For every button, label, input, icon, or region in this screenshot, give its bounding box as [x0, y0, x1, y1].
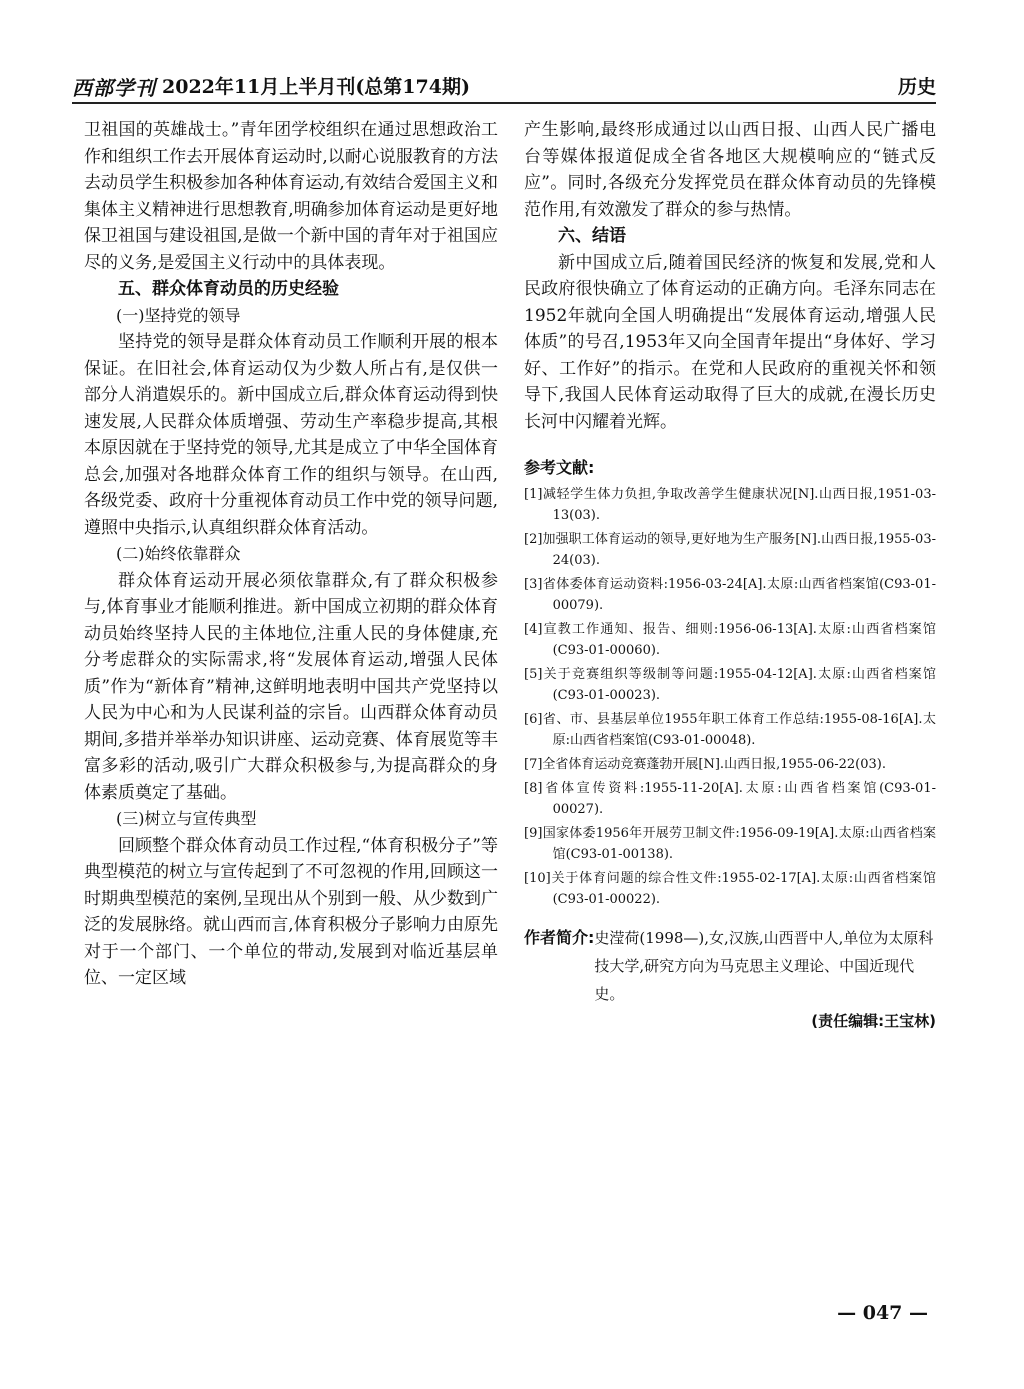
paragraph: 回顾整个群众体育动员工作过程,“体育积极分子”等典型模范的树立与宣传起到了不可忽视的作用,回顾这一时期典型模范的案例,呈现出从个别到一般、从少数到广泛的发展脉络。就山西而言,体育积极分子影响力由原先对于一个部门、一个单位的带动,发展到对临近基层单位、一定区域 — [84, 835, 498, 988]
author-label: 作者简介: — [524, 928, 595, 947]
paragraph: 卫祖国的英雄战士。”青年团学校组织在通过思想政治工作和组织工作去开展体育运动时,以耐心说服教育的方法去动员学生积极参加各种体育运动,有效结合爱国主义和集体主义精神进行思想教育,明确参加体育运动是更好地保卫祖国与建设祖国,是做一个新中国的青年对于祖国应尽的义务,是爱国主义行动中的具体表现。 — [84, 120, 498, 273]
paragraph: 群众体育运动开展必须依靠群众,有了群众积极参与,体育事业才能顺利推进。新中国成立初期的群众体育动员始终坚持人民的主体地位,注重人民的身体健康,充分考虑群众的实际需求,将“发展体育运动,增强人民体质”作为“新体育”精神,这鲜明地表明中国共产党坚持以人民为中心和为人民谋利益的宗旨。山西群众体育动员期间,多措并举举办知识讲座、运动竞赛、体育展览等丰富多彩的活动,吸引广大群众积极参与,为提高群众的身体素质奠定了基础。 — [84, 570, 498, 803]
paragraph: 产生影响,最终形成通过以山西日报、山西人民广播电台等媒体报道促成全省各地区大规模响应的“链式反应”。同时,各级充分发挥党员在群众体育动员的先锋模范作用,有效激发了群众的参与热情。 — [524, 120, 936, 220]
reference-item: [4]宣教工作通知、报告、细则:1956-06-13[A].太原:山西省档案馆(C93-01-00060). — [524, 622, 936, 658]
journal-logo: 西部学刊 — [72, 76, 156, 100]
reference-item: [9]国家体委1956年开展劳卫制文件:1956-09-19[A].太原:山西省档案馆(C93-01-00138). — [524, 826, 936, 862]
author-bio — [524, 924, 936, 1008]
left-column — [84, 117, 498, 992]
reference-item: [2]加强职工体育运动的领导,更好地为生产服务[N].山西日报,1955-03-24(03). — [524, 532, 936, 568]
section-heading-six: 六、结语 — [558, 226, 626, 246]
paragraph: 坚持党的领导是群众体育动员工作顺利开展的根本保证。在旧社会,体育运动仅为少数人所占有,是仅供一部分人消遣娱乐的。新中国成立后,群众体育运动得到快速发展,人民群众体质增强、劳动生产率稳步提高,其根本原因就在于坚持党的领导,尤其是成立了中华全国体育总会,加强对各地群众体育工作的组织与领导。在山西,各级党委、政府十分重视体育动员工作中党的领导问题,遵照中央指示,认真组织群众体育活动。 — [84, 332, 498, 538]
section-label: 历史 — [897, 76, 936, 98]
author-text: 史滢荷(1998—),女,汉族,山西晋中人,单位为太原科技大学,研究方向为马克思主义理论、中国近现代史。 — [594, 929, 934, 1003]
paragraph: 新中国成立后,随着国民经济的恢复和发展,党和人民政府很快确立了体育运动的正确方向。毛泽东同志在1952年就向全国人明确提出“发展体育运动,增强人民体质”的号召,1953年又向全国青年提出“身体好、学习好、工作好”的指示。在党和人民政府的重视关怀和领导下,我国人民体育运动取得了巨大的成就,在漫长历史长河中闪耀着光辉。 — [524, 252, 936, 432]
reference-item: [6]省、市、县基层单位1955年职工体育工作总结:1955-08-16[A].太原:山西省档案馆(C93-01-00048). — [524, 712, 936, 748]
header-divider — [72, 102, 936, 104]
reference-item: [8]省体宣传资料:1955-11-20[A].太原:山西省档案馆(C93-01-00027). — [524, 781, 936, 817]
reference-item: [3]省体委体育运动资料:1956-03-24[A].太原:山西省档案馆(C93-01-00079). — [524, 577, 936, 613]
right-column — [524, 117, 936, 1031]
subheading-rely-on-masses: (二)始终依靠群众 — [116, 544, 241, 563]
issue-info: 2022年11月上半月刊(总第174期) — [162, 76, 470, 98]
references-heading: 参考文献: — [524, 458, 595, 477]
subheading-models: (三)树立与宣传典型 — [116, 809, 257, 828]
reference-item: [10]关于体育问题的综合性文件:1955-02-17[A].太原:山西省档案馆(C93-01-00022). — [524, 871, 936, 907]
references-list — [524, 484, 936, 910]
reference-item: [1]减轻学生体力负担,争取改善学生健康状况[N].山西日报,1951-03-13(03). — [524, 487, 936, 523]
reference-item: [7]全省体育运动竞赛蓬勃开展[N].山西日报,1955-06-22(03). — [524, 757, 886, 772]
page-header — [72, 70, 936, 98]
subheading-party-leadership: (一)坚持党的领导 — [116, 305, 241, 325]
section-heading-five: 五、群众体育动员的历史经验 — [118, 279, 339, 299]
reference-item: [5]关于竞赛组织等级制等问题:1955-04-12[A].太原:山西省档案馆(C93-01-00023). — [524, 667, 936, 703]
responsible-editor: (责任编辑:王宝林) — [811, 1012, 936, 1030]
page-number: — 047 — — [837, 1302, 928, 1324]
